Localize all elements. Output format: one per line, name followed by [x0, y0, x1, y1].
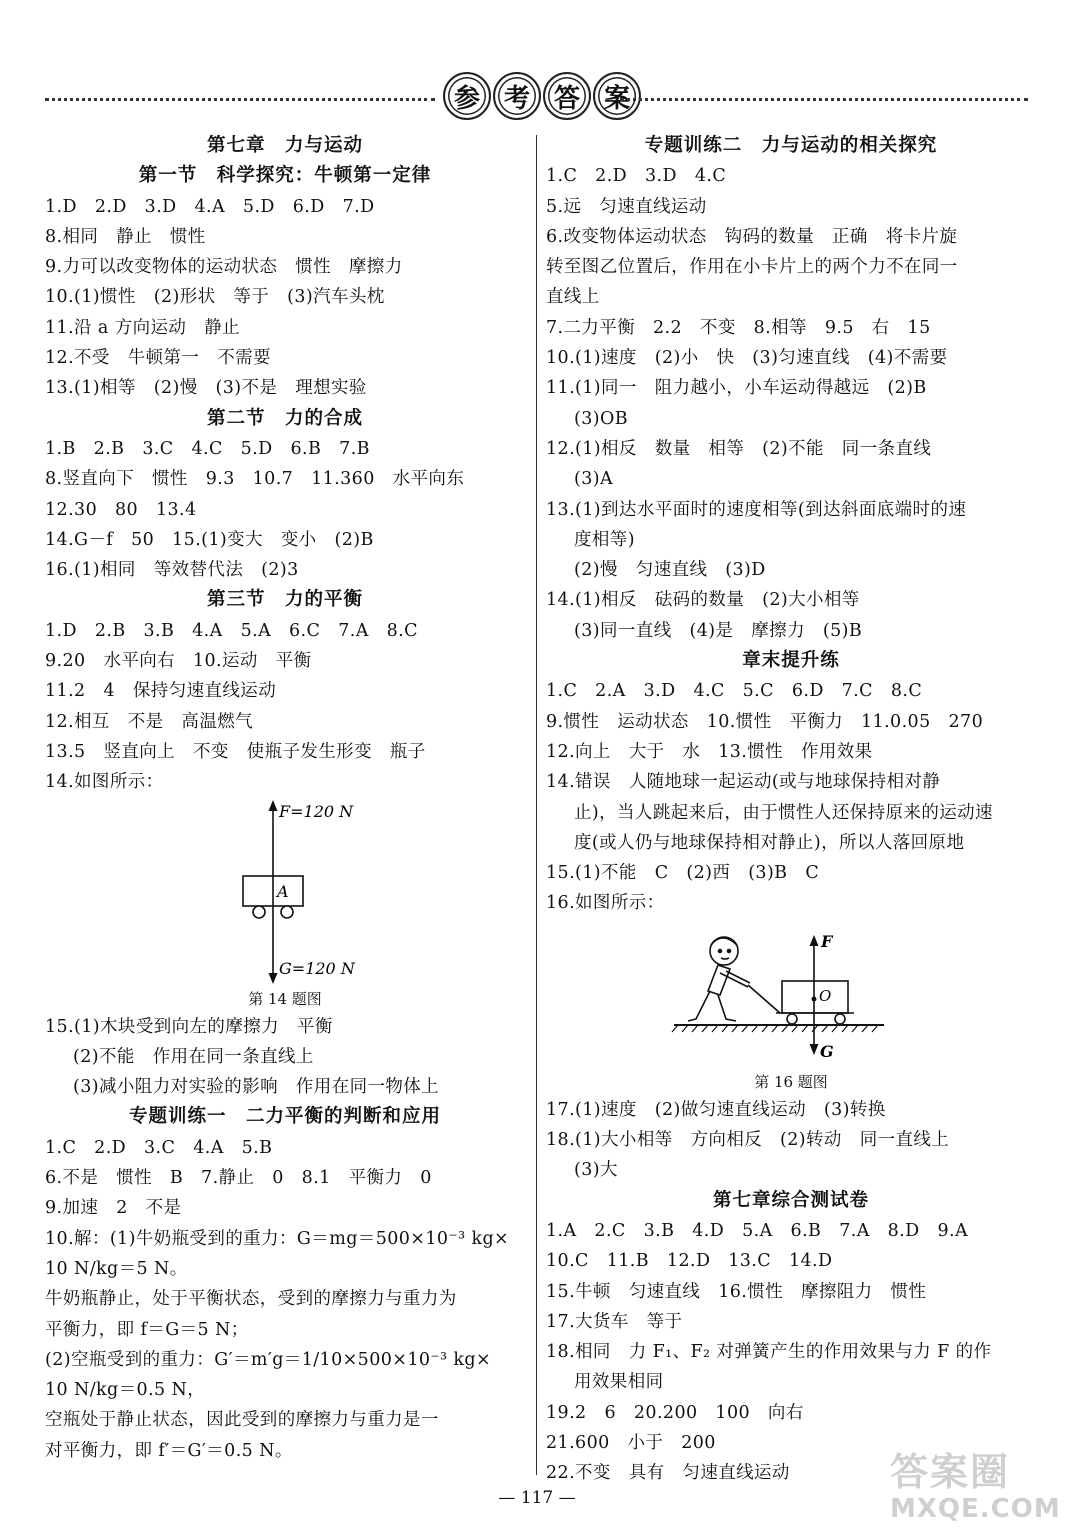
answer-line: 11.沿 a 方向运动 静止: [45, 317, 240, 338]
answer-line: 直线上: [546, 287, 600, 308]
arrow-down-icon: [269, 973, 278, 984]
answer-line: 15.牛顿 匀速直线 16.惯性 摩擦阻力 惯性: [546, 1281, 927, 1302]
answer-line: 15.(1)木块受到向左的摩擦力 平衡: [45, 1016, 333, 1037]
page-number: — 117 —: [498, 1488, 576, 1508]
answer-line: 14.G－f 50 15.(1)变大 变小 (2)B: [45, 529, 374, 550]
answer-line: (2)慢 匀速直线 (3)D: [574, 560, 766, 581]
answer-line: 1.D 2.D 3.D 4.A 5.D 6.D 7.D: [45, 196, 375, 217]
watermark-url: MXQE.COM: [890, 1494, 1061, 1524]
answer-line: 9.20 水平向右 10.运动 平衡: [45, 651, 312, 672]
arrow-down-icon: [810, 1044, 819, 1055]
cart-wheel-right: [281, 906, 293, 918]
answer-line: 11.2 4 保持匀速直线运动: [45, 681, 277, 702]
answer-line: 5.远 匀速直线运动: [546, 196, 707, 217]
answer-line: 9.惯性 运动状态 10.惯性 平衡力 11.0.05 270: [546, 711, 984, 732]
section-title: 第七章综合测试卷: [712, 1189, 869, 1211]
watermark-logo: [890, 1450, 1070, 1530]
answer-line: 1.C 2.D 3.D 4.C: [546, 166, 727, 187]
answer-line: 11.(1)同一 阻力越小，小车运动得越远 (2)B: [546, 378, 927, 399]
answer-line: (3)OB: [574, 408, 628, 429]
cart-wheel-right: [835, 1014, 845, 1024]
answer-line: 21.600 小于 200: [546, 1432, 716, 1453]
section-title: 第一节 科学探究：牛顿第一定律: [138, 165, 432, 187]
force-up-label: F: [821, 931, 833, 951]
answer-line: 14.(1)相反 砝码的数量 (2)大小相等: [546, 590, 860, 611]
answer-line: 1.B 2.B 3.C 4.C 5.D 6.B 7.B: [45, 438, 370, 459]
answer-line: 10.解：(1)牛奶瓶受到的重力：G＝mg＝500×10⁻³ kg×: [45, 1228, 510, 1249]
force-down-label: G: [820, 1041, 834, 1061]
arrow-up-icon: [269, 800, 278, 811]
answer-line: 16.(1)相同 等效替代法 (2)3: [45, 560, 299, 581]
answer-line: 10.(1)惯性 (2)形状 等于 (3)汽车头枕: [45, 287, 385, 308]
answer-line: 10.C 11.B 12.D 13.C 14.D: [546, 1251, 833, 1272]
answer-line: 12.向上 大于 水 13.惯性 作用效果: [546, 741, 873, 762]
cart-wheel-left: [253, 906, 265, 918]
ground-hatching: [672, 1025, 878, 1032]
answer-line: 17.大货车 等于: [546, 1311, 683, 1332]
boy-icon: [688, 937, 750, 1021]
answer-line: 12.30 80 13.4: [45, 499, 197, 520]
answer-line: 转至图乙位置后，作用在小卡片上的两个力不在同一: [546, 257, 958, 278]
header-badge-2: 考: [493, 72, 541, 120]
header-badge-3: 答: [543, 72, 591, 120]
answer-line: 22.不变 具有 匀速直线运动: [546, 1463, 790, 1484]
cart-handle: [748, 985, 780, 1013]
answer-line: 止)，当人跳起来后，由于惯性人还保持原来的运动速: [574, 802, 993, 823]
answer-line: 7.二力平衡 2.2 不变 8.相等 9.5 右 15: [546, 317, 931, 338]
section-title: 专题训练二 力与运动的相关探究: [644, 135, 938, 156]
answer-line: 12.不受 牛顿第一 不需要: [45, 348, 271, 369]
figure-caption: 第 16 题图: [754, 1072, 828, 1091]
answer-line: 用效果相同: [574, 1372, 664, 1393]
answer-line: 1.A 2.C 3.B 4.D 5.A 6.B 7.A 8.D 9.A: [546, 1220, 968, 1241]
answer-line: 度相等): [574, 529, 635, 550]
answer-line: (3)减小阻力对实验的影响 作用在同一物体上: [73, 1077, 440, 1098]
watermark-logo-text: 答案圈: [890, 1450, 1011, 1494]
answer-line: 10 N/kg＝5 N。: [45, 1258, 188, 1279]
answer-line: 对平衡力，即 f′＝G′＝0.5 N。: [45, 1440, 293, 1461]
header-badge-4: 案: [593, 72, 641, 120]
answer-line: 13.(1)相等 (2)慢 (3)不是 理想实验: [45, 378, 367, 399]
answer-line: 18.相同 力 F₁、F₂ 对弹簧产生的作用效果与力 F 的作: [546, 1342, 992, 1363]
answer-line: 14.如图所示：: [45, 772, 164, 793]
force-bottom-label: G=120 N: [279, 958, 355, 978]
answer-line: 19.2 6 20.200 100 向右: [546, 1402, 804, 1423]
header-dotted-line-left: [45, 98, 435, 101]
figure-16: [546, 919, 1036, 1069]
section-title: 章末提升练: [742, 650, 840, 672]
answer-line: 10 N/kg＝0.5 N，: [45, 1380, 206, 1401]
answer-line: 8.竖直向下 惯性 9.3 10.7 11.360 水平向东: [45, 469, 465, 490]
answer-line: 12.(1)相反 数量 相等 (2)不能 同一条直线: [546, 438, 932, 459]
figure-14-diagram: [225, 798, 385, 986]
cart-wheel-left: [787, 1014, 797, 1024]
answer-line: 14.错误 人随地球一起运动(或与地球保持相对静: [546, 772, 941, 793]
answer-line: (3)同一直线 (4)是 摩擦力 (5)B: [574, 620, 863, 641]
answer-line: 12.相互 不是 高温燃气: [45, 711, 254, 732]
center-label: O: [819, 986, 832, 1005]
answer-line: 空瓶处于静止状态，因此受到的摩擦力与重力是一: [45, 1410, 439, 1431]
answer-line: 16.如图所示：: [546, 893, 665, 914]
answer-line: 18.(1)大小相等 方向相反 (2)转动 同一直线上: [546, 1130, 950, 1151]
figure-caption: 第 14 题图: [248, 989, 322, 1008]
answer-line: 6.改变物体运动状态 钩码的数量 正确 将卡片旋: [546, 226, 958, 247]
header-title-badges: [443, 72, 641, 120]
section-title: 第二节 力的合成: [206, 407, 363, 429]
answer-line: 1.C 2.A 3.D 4.C 5.C 6.D 7.C 8.C: [546, 681, 923, 702]
header-badge-1: 参: [443, 72, 491, 120]
force-top-label: F=120 N: [279, 801, 354, 821]
section-title: 第三节 力的平衡: [206, 589, 363, 611]
right-column: [546, 131, 1036, 1489]
section-title: 专题训练一 二力平衡的判断和应用: [128, 1106, 441, 1128]
answer-line: 10.(1)速度 (2)小 快 (3)匀速直线 (4)不需要: [546, 348, 948, 369]
cart-label: A: [277, 881, 289, 901]
figure-16-diagram: [664, 925, 894, 1065]
answer-line: 牛奶瓶静止，处于平衡状态，受到的摩擦力与重力为: [45, 1289, 457, 1310]
answer-line: 8.相同 静止 惯性: [45, 226, 206, 247]
figure-14: [45, 798, 525, 986]
answer-line: 9.力可以改变物体的运动状态 惯性 摩擦力: [45, 257, 403, 278]
answer-line: 6.不是 惯性 B 7.静止 0 8.1 平衡力 0: [45, 1168, 432, 1189]
answer-line: 13.5 竖直向上 不变 使瓶子发生形变 瓶子: [45, 741, 426, 762]
answer-line: (3)大: [574, 1160, 618, 1181]
answer-line: 度(或人仍与地球保持相对静止)，所以人落回原地: [574, 832, 965, 853]
answer-line: 1.D 2.B 3.B 4.A 5.A 6.C 7.A 8.C: [45, 620, 418, 641]
header-dotted-line-right: [620, 98, 1028, 101]
left-column: [45, 131, 525, 1466]
arrow-up-icon: [810, 935, 819, 946]
answer-line: 平衡力，即 f＝G＝5 N；: [45, 1319, 249, 1340]
answer-line: 9.加速 2 不是: [45, 1198, 182, 1219]
answer-line: 1.C 2.D 3.C 4.A 5.B: [45, 1137, 273, 1158]
column-divider: [536, 135, 537, 1475]
section-title: 第七章 力与运动: [206, 135, 363, 156]
answer-line: (2)空瓶受到的重力：G′＝m′g＝1/10×500×10⁻³ kg×: [45, 1349, 492, 1370]
page-header: [45, 72, 1030, 128]
answer-line: 17.(1)速度 (2)做匀速直线运动 (3)转换: [546, 1099, 886, 1120]
answer-line: (2)不能 作用在同一条直线上: [73, 1046, 314, 1067]
answer-line: 15.(1)不能 C (2)西 (3)B C: [546, 863, 820, 884]
answer-line: (3)A: [574, 469, 614, 490]
answer-line: 13.(1)到达水平面时的速度相等(到达斜面底端时的速: [546, 499, 967, 520]
